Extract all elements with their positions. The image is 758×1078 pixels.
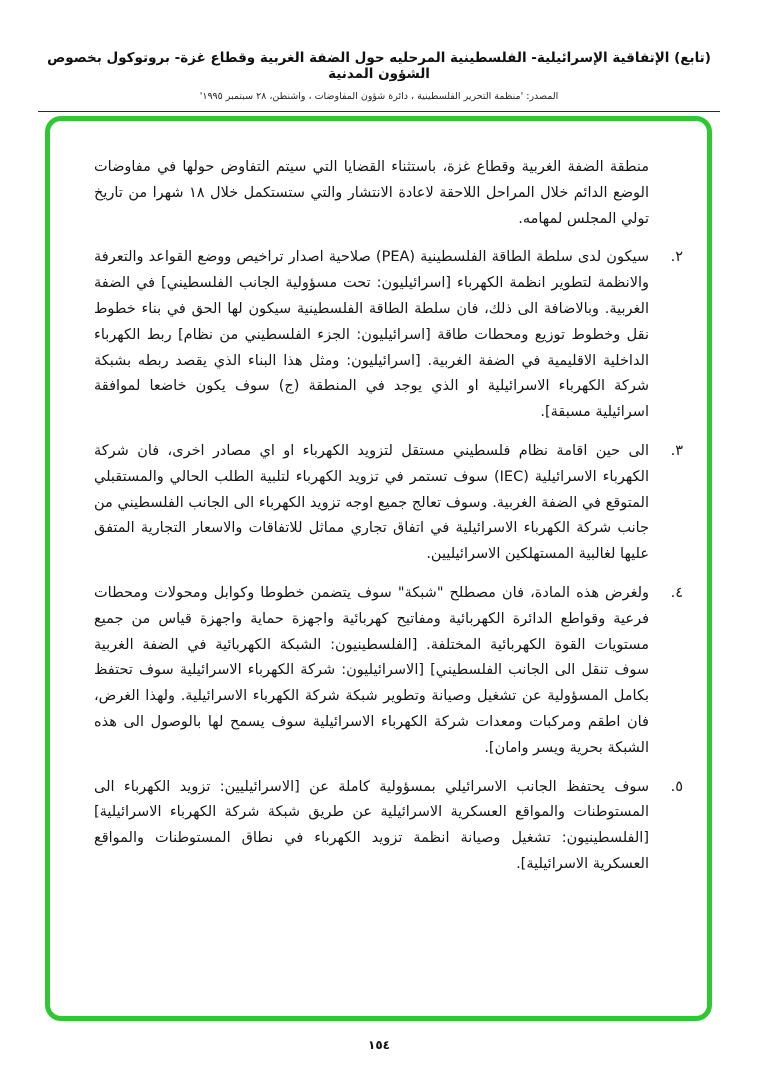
item-text: ولغرض هذه المادة، فان مصطلح "شبكة" سوف يتضمن خطوطا وكوابل ومحولات ومحطات فرعية وقواطع الدائرة الكهربائية ومفاتيح كهربائية واجهزة حماية واجهزة قياس من جميع مستويات القوة الكهربائية المختلفة. [الفلسطينيون: الشبكة الكهربائية في الضفة الغربية سوف تنقل الى الجانب الفلسطيني] [الاسرائيليون: شركة الكهرباء الاسرائيلية سوف تحتفظ بكامل المسؤولية عن تشغيل وصيانة وتطوير شبكة شركة الكهرباء الاسرائيلية. ولهذا الغرض، فان اطقم ومركبات ومعدات شركة الكهرباء الاسرائيلية سوف يسمح لها بالوصول الى هذه الشبكة بحرية ويسر وامان]. <box>94 584 649 756</box>
item-text: سوف يحتفظ الجانب الاسرائيلي بمسؤولية كاملة عن [الاسرائيليين: تزويد الكهرباء الى المستوطنات والمواقع العسكرية الاسرائيلية عن طريق شبكة شركة الكهرباء الاسرائيلية] [الفلسطينيون: تشغيل وصيانة انظمة تزويد الكهرباء في نطاق المستوطنات والمواقع العسكرية الاسرائيلية]. <box>94 778 649 872</box>
item-text: الى حين اقامة نظام فلسطيني مستقل لتزويد الكهرباء او اي مصادر اخرى، فان شركة الكهرباء الاسرائيلية (IEC) سوف تستمر في تزويد الكهرباء لتلبية الطلب الحالي والمستقبلي المتوقع في الضفة الغربية. وسوف تعالج جميع اوجه تزويد الكهرباء الى الجانب الفلسطيني من جانب شركة الكهرباء الاسرائيلية في اتفاق تجاري مماثل للاتفاقات والاسعار التجارية المتفق عليها لغالبية المستهلكين الاسرائيليين. <box>94 442 649 563</box>
document-source-line: المصدر: 'منظمة التحرير الفلسطينية ، دائرة شؤون المفاوضات ، واشنطن، ٢٨ سبتمبر ١٩٩٥' <box>199 91 559 102</box>
list-item <box>94 439 685 568</box>
item-text: سيكون لدى سلطة الطاقة الفلسطينية (PEA) صلاحية اصدار تراخيص ووضع القواعد والتعرفة والانظمة لتطوير انظمة الكهرباء [اسرائيليون: تحت مسؤولية الجانب الفلسطيني] في الضفة الغربية. وبالاضافة الى ذلك، فان سلطة الطاقة الفلسطينية سيكون لها الحق في بناء خطوط نقل وخطوط توزيع ومحطات طاقة [اسرائيليون: الجزء الفلسطيني من نظام] ربط الكهرباء الداخلية الاقليمية في الضفة الغربية. [اسرائيليون: ومثل هذا البناء الذي يقصد ربطه بشبكة شركة الكهرباء الاسرائيلية او الذي يوجد في المنطقة (ج) سوف يكون خاضعا لموافقة اسرائيلية مسبقة]. <box>94 249 649 421</box>
item-number: ٥. <box>670 778 683 795</box>
list-item <box>94 581 685 762</box>
list-item <box>94 245 685 426</box>
item-number: ٣. <box>670 442 683 459</box>
page-header <box>0 0 758 112</box>
intro-paragraph: منطقة الضفة الغربية وقطاع غزة، باستثناء القضايا التي سيتم التفاوض حولها في مفاوضات الوضع الدائم خلال المراحل اللاحقة لاعادة الانتشار والتي ستستكمل خلال ١٨ شهرا من تاريخ تولي المجلس لمهامه. <box>94 159 649 227</box>
item-number: ٤. <box>670 584 683 601</box>
header-divider <box>38 111 720 112</box>
highlight-border-box <box>45 116 712 1021</box>
page-number: ١٥٤ <box>368 1038 390 1052</box>
list-item <box>94 775 685 878</box>
document-body <box>94 155 685 878</box>
item-number: ٢. <box>670 249 683 266</box>
document-title: (تابع) الإتفاقية الإسرائيلية- الفلسطينية المرحليه حول الضفة الغربية وقطاع غزة- بروتوكول بخصوص الشؤون المدنية <box>47 50 711 82</box>
